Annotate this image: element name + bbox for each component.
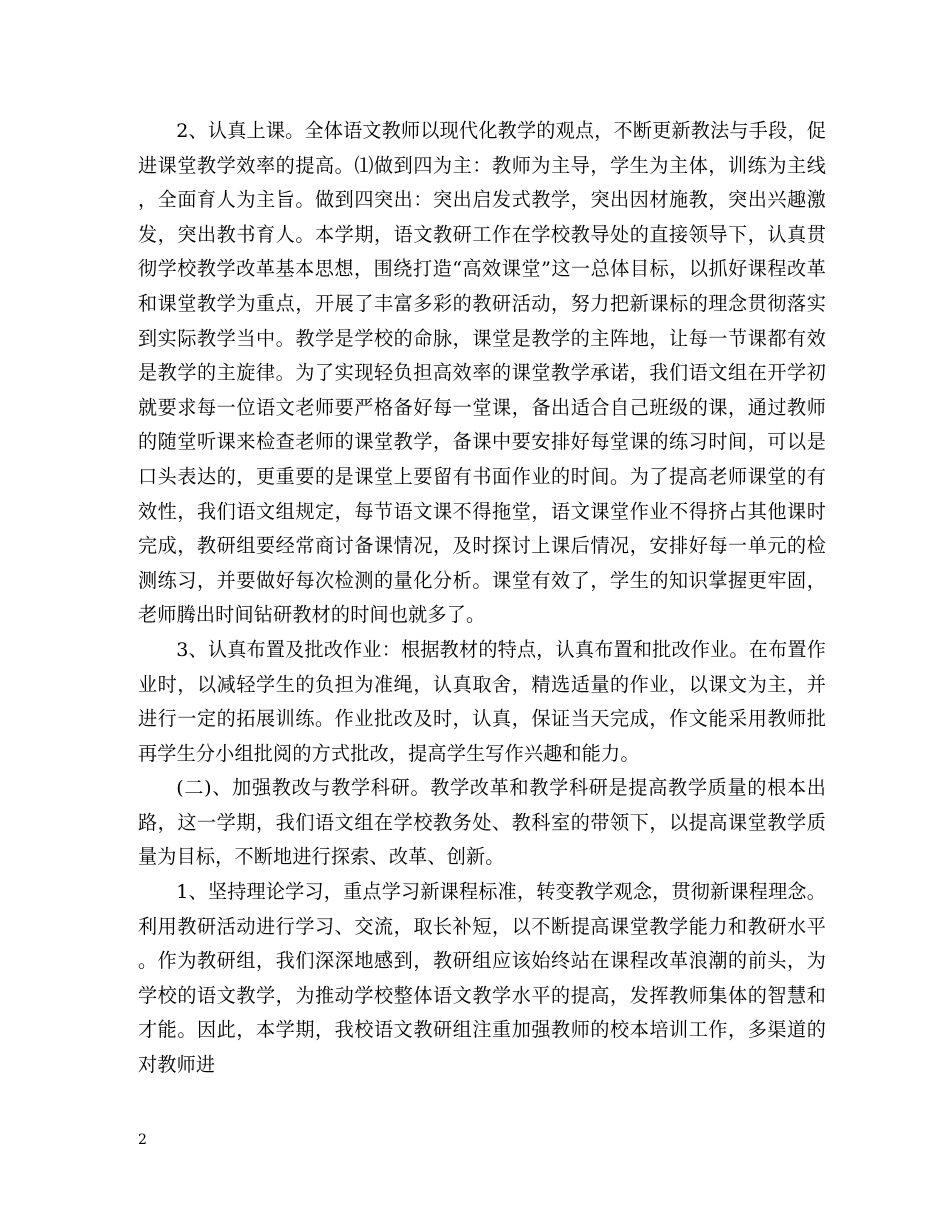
document-body (138, 114, 826, 1083)
page-number: 2 (138, 1132, 147, 1148)
paragraph-lesson-teaching: 2、认真上课。全体语文教师以现代化教学的观点，不断更新教法与手段，促进课堂教学效率的提高。⑴做到四为主：教师为主导，学生为主体，训练为主线，全面育人为主旨。做到四突出：突出启发式教学，突出因材施教，突出兴趣激发，突出教书育人。本学期，语文教研工作在学校教导处的直接领导下，认真贯彻学校教学改革基本思想，围绕打造“高效课堂”这一总体目标，以抓好课程改革和课堂教学为重点，开展了丰富多彩的教研活动，努力把新课标的理念贯彻落实到实际教学当中。教学是学校的命脉，课堂是教学的主阵地，让每一节课都有效是教学的主旋律。为了实现轻负担高效率的课堂教学承诺，我们语文组在开学初就要求每一位语文老师要严格备好每一堂课，备出适合自己班级的课，通过教师的随堂听课来检查老师的课堂教学，备课中要安排好每堂课的练习时间，可以是口头表达的，更重要的是课堂上要留有书面作业的时间。为了提高老师课堂的有效性，我们语文组规定，每节语文课不得拖堂，语文课堂作业不得挤占其他课时完成，教研组要经常商讨备课情况，及时探讨上课后情况，安排好每一单元的检测练习，并要做好每次检测的量化分析。课堂有效了，学生的知识掌握更牢固，老师腾出时间钻研教材的时间也就多了。 (138, 119, 826, 627)
paragraph-homework: 3、认真布置及批改作业：根据教材的特点，认真布置和批改作业。在布置作业时，以减轻学生的负担为准绳，认真取舍，精选适量的作业，以课文为主，并进行一定的拓展训练。作业批改及时，认真，保证当天完成，作文能采用教师批再学生分小组批阅的方式批改，提高学生写作兴趣和能力。 (138, 637, 826, 765)
paragraph-theory-study: 1、坚持理论学习，重点学习新课程标准，转变教学观念，贯彻新课程理念。利用教研活动进行学习、交流，取长补短，以不断提高课堂教学能力和教研水平。作为教研组，我们深深地感到，教研组应该始终站在课程改革浪潮的前头，为学校的语文教学，为推动学校整体语文教学水平的提高，发挥教师集体的智慧和才能。因此，本学期，我校语文教研组注重加强教师的校本培训工作，多渠道的对教师进 (138, 880, 826, 1077)
paragraph-teaching-reform: (二)、加强教改与教学科研。教学改革和教学科研是提高教学质量的根本出路，这一学期，我们语文组在学校教务处、教科室的带领下，以提高课堂教学质量为目标，不断地进行探索、改革、创新。 (138, 776, 826, 869)
